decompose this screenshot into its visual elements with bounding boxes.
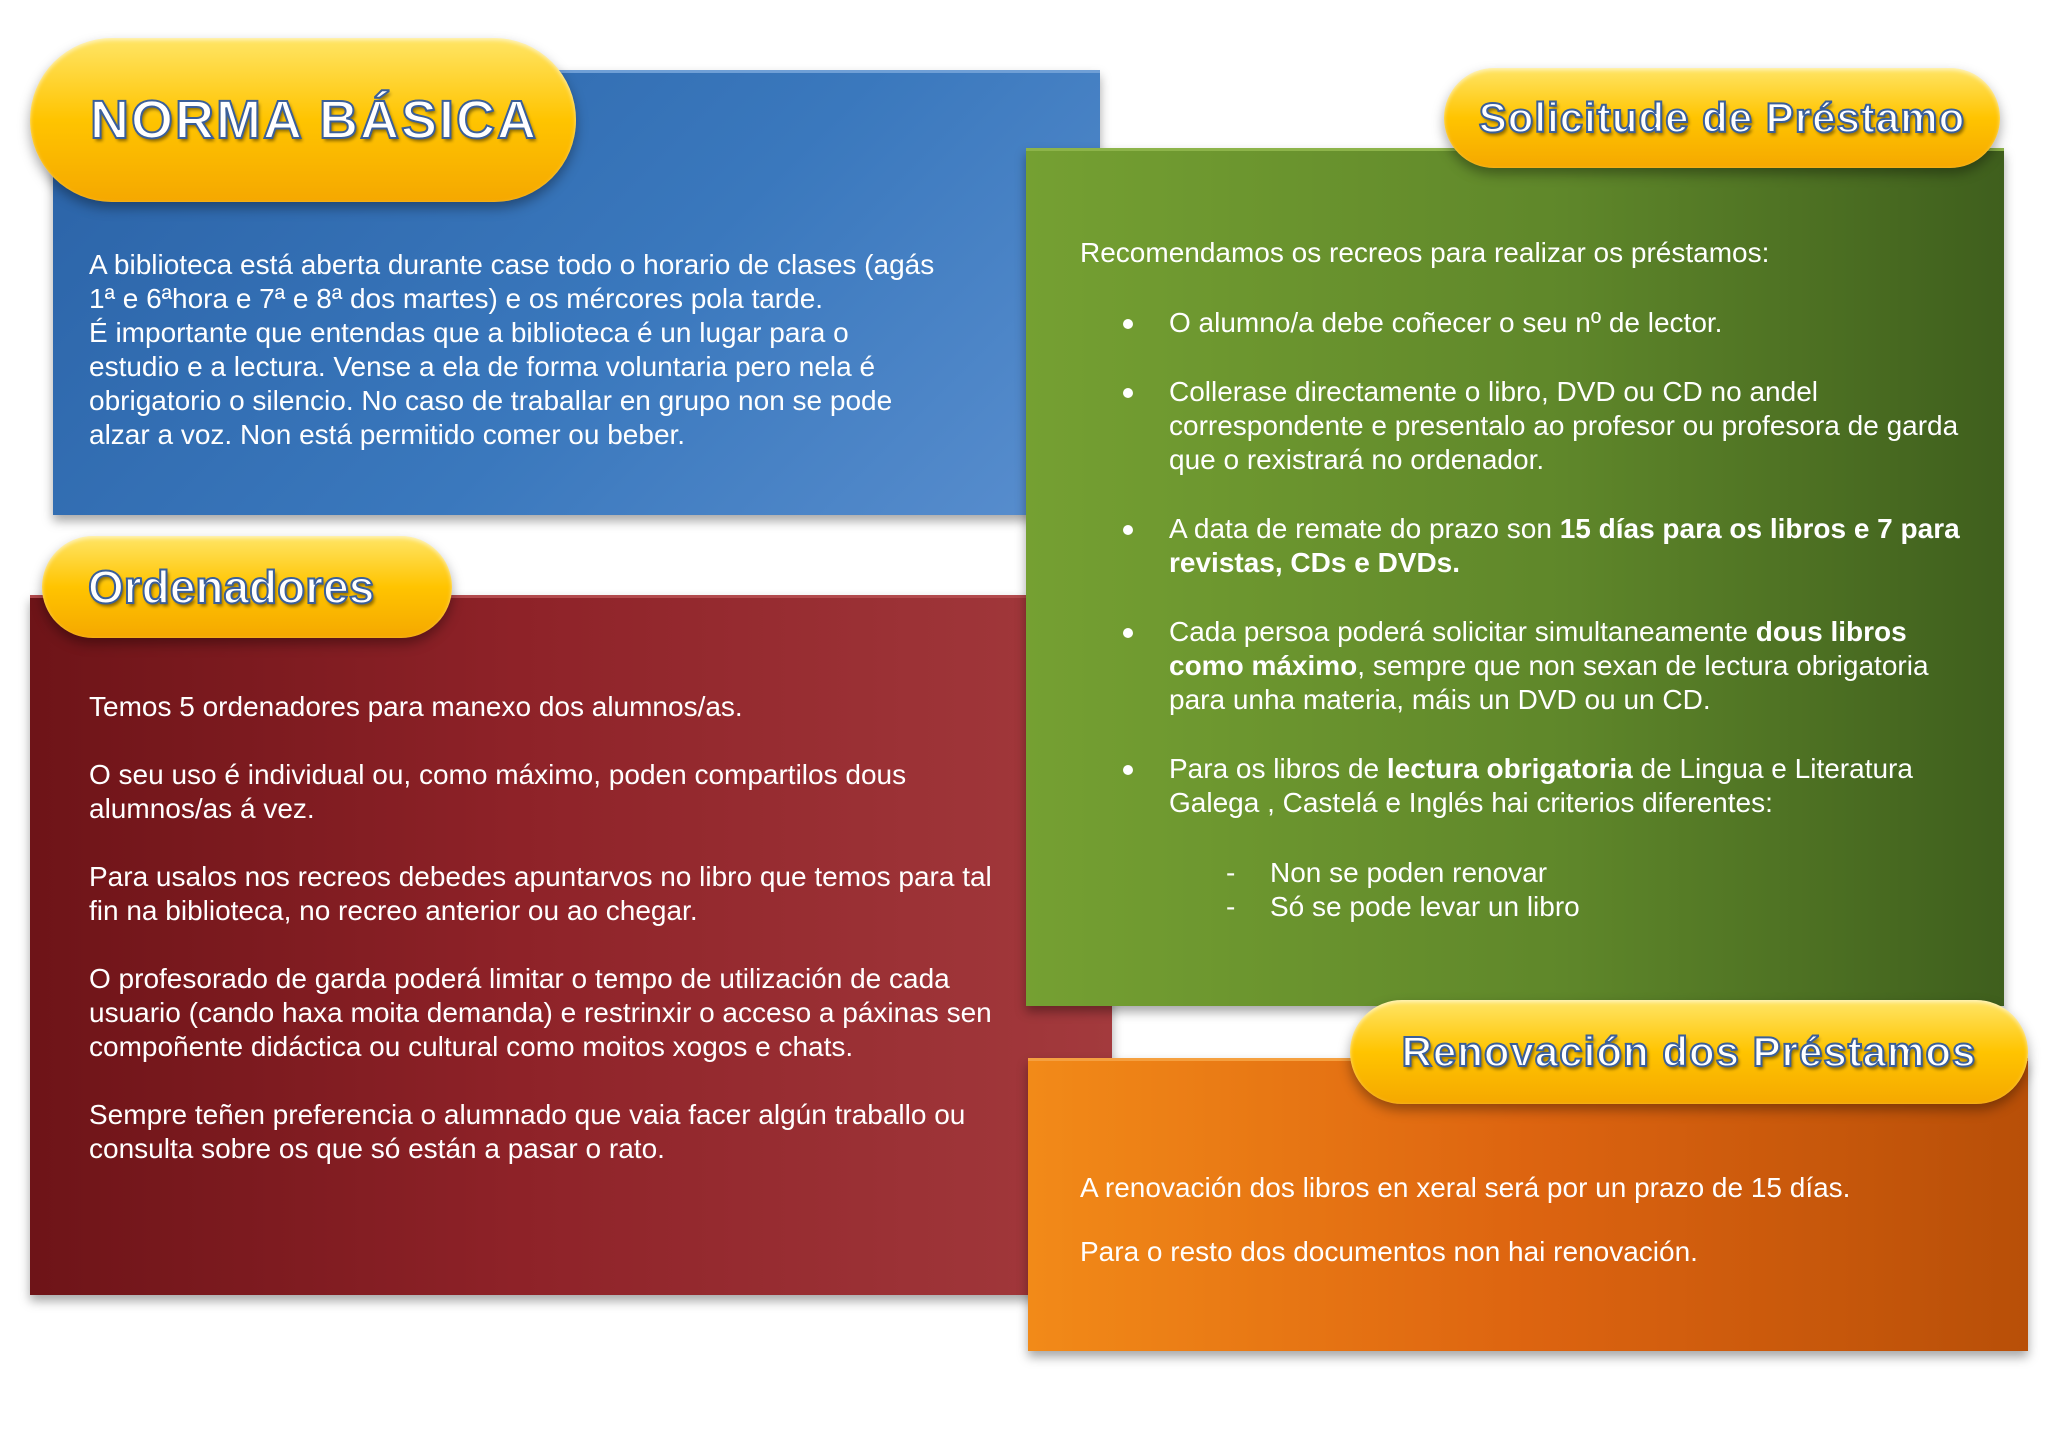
norma-basica-line: A biblioteca está aberta durante case todo o horario de clases (agás [89, 249, 935, 280]
renovacion-text [1080, 1171, 2000, 1269]
ordenadores-heading [42, 536, 452, 638]
ordenadores-text [89, 690, 1019, 1166]
norma-basica-text [89, 248, 989, 452]
list-item-bold: dous libros como máximo [1169, 616, 1907, 681]
ordenadores-title: Ordenadores [88, 561, 375, 613]
norma-basica-line: alzar a voz. Non está permitido comer ou beber. [89, 419, 686, 450]
list-item-text: Collerase directamente o libro, DVD ou CD no andel correspondente e presentalo ao profesor ou profesora de garda que o rexistrará no ordenador. [1169, 376, 1959, 475]
renovacion-heading [1350, 1000, 2028, 1104]
criterios-list [1080, 856, 1980, 924]
norma-basica-line: 1ª e 6ªhora e 7ª e 8ª dos martes) e os mércores pola tarde. [89, 283, 824, 314]
list-item [1080, 306, 1980, 340]
renovacion-paragraph: A renovación dos libros en xeral será por un prazo de 15 días. [1080, 1172, 1851, 1203]
list-item-text: A data de remate do prazo son [1169, 513, 1560, 544]
solicitude-heading [1444, 68, 2000, 168]
ordenadores-paragraph: Sempre teñen preferencia o alumnado que vaia facer algún traballo ou consulta sobre os que só están a pasar o rato. [89, 1099, 966, 1164]
solicitude-text [1080, 236, 1980, 924]
list-item [1080, 752, 1980, 820]
list-item [1080, 615, 1980, 717]
list-item-text: , sempre que non sexan de lectura obrigatoria para unha materia, máis un DVD ou un CD. [1169, 650, 1929, 715]
list-item-text: Para os libros de [1169, 753, 1387, 784]
solicitude-list [1080, 306, 1980, 820]
norma-basica-title: NORMA BÁSICA [90, 90, 538, 150]
ordenadores-paragraph: O profesorado de garda poderá limitar o tempo de utilización de cada usuario (cando haxa moita demanda) e restrinxir o acceso a páxinas sen compoñente didáctica ou cultural como moitos xogos e chats. [89, 963, 992, 1062]
ordenadores-paragraph: Temos 5 ordenadores para manexo dos alumnos/as. [89, 691, 743, 722]
criterio-item: - Só se pode levar un libro [1080, 890, 1980, 924]
solicitude-intro: Recomendamos os recreos para realizar os préstamos: [1080, 237, 1770, 268]
norma-basica-heading [30, 38, 576, 202]
list-item-bold: lectura obrigatoria [1386, 753, 1633, 784]
list-item [1080, 375, 1980, 477]
ordenadores-paragraph: O seu uso é individual ou, como máximo, poden compartilos dous alumnos/as á vez. [89, 759, 907, 824]
solicitude-title: Solicitude de Préstamo [1478, 94, 1966, 141]
renovacion-title: Renovación dos Préstamos [1401, 1028, 1977, 1075]
norma-basica-line: estudio e a lectura. Vense a ela de forma voluntaria pero nela é [89, 351, 876, 382]
renovacion-paragraph: Para o resto dos documentos non hai renovación. [1080, 1236, 1698, 1267]
norma-basica-line: É importante que entendas que a biblioteca é un lugar para o [89, 317, 849, 348]
criterio-item: - Non se poden renovar [1080, 856, 1980, 890]
list-item [1080, 512, 1980, 580]
list-item-bold: 15 días para os libros e 7 para revistas, CDs e DVDs. [1169, 513, 1960, 578]
list-item-text: O alumno/a debe coñecer o seu nº de lector. [1169, 307, 1723, 338]
norma-basica-line: obrigatorio o silencio. No caso de traballar en grupo non se pode [89, 385, 893, 416]
list-item-text: Cada persoa poderá solicitar simultaneamente [1169, 616, 1756, 647]
ordenadores-paragraph: Para usalos nos recreos debedes apuntarvos no libro que temos para tal fin na biblioteca, no recreo anterior ou ao chegar. [89, 861, 992, 926]
list-item-text: de Lingua e Literatura Galega , Castelá e Inglés hai criterios diferentes: [1169, 753, 1913, 818]
